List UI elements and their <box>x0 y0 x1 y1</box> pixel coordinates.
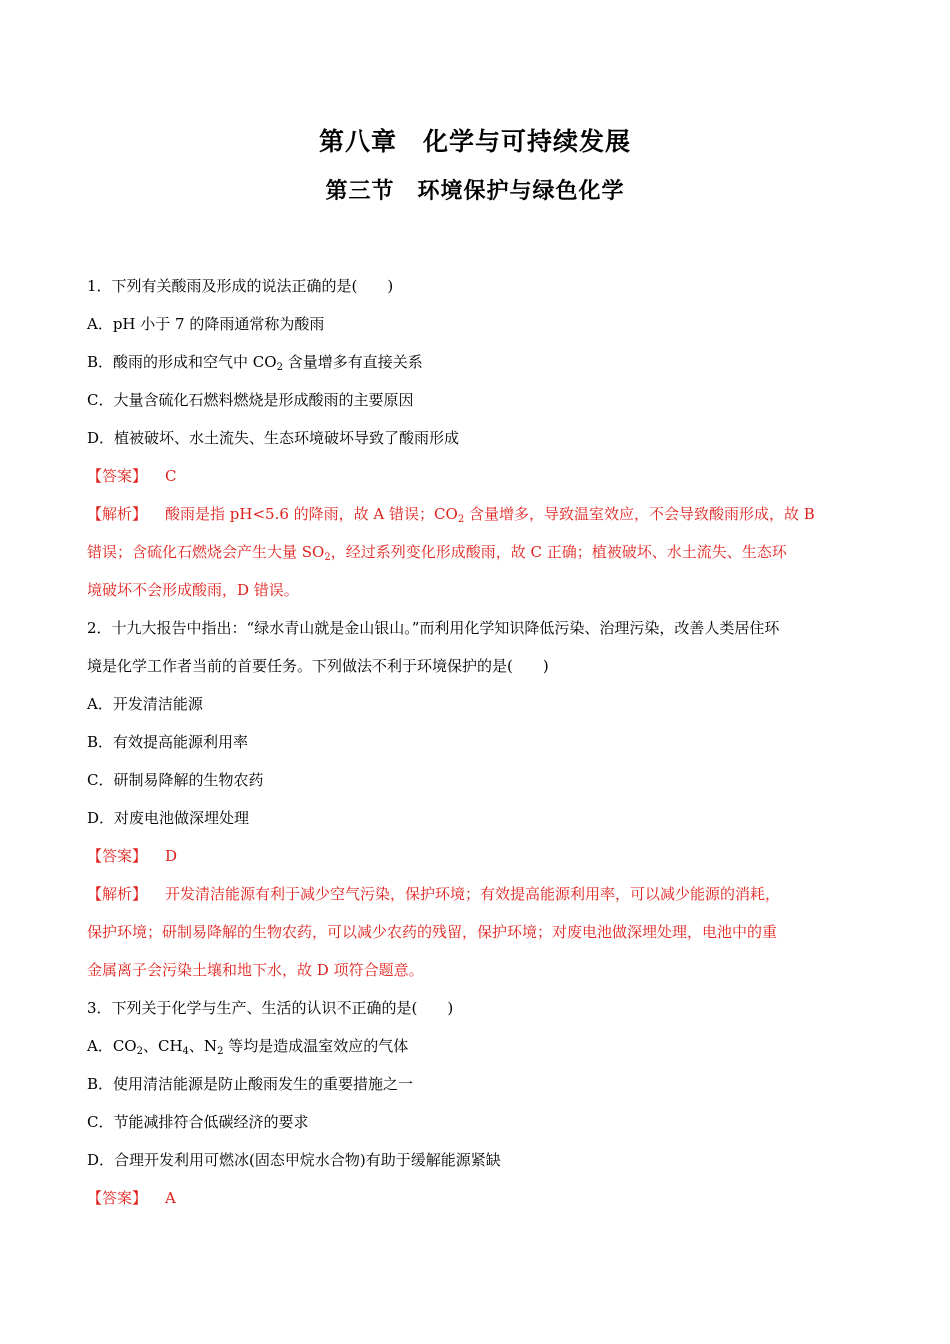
q2-analysis-line-1 <box>87 884 780 904</box>
q2-option-d: D．对废电池做深埋处理 <box>87 809 250 827</box>
text: 错误；含硫化石燃烧会产生大量 SO <box>87 543 325 561</box>
q1-analysis-line-2 <box>87 542 787 562</box>
chapter-title: 第八章 化学与可持续发展 <box>318 127 631 156</box>
q1-analysis-line-1 <box>87 504 815 524</box>
answer-label: 【答案】 <box>87 847 148 865</box>
q2-analysis-line-3: 金属离子会污染土壤和地下水，故 D 项符合题意。 <box>87 961 424 979</box>
text: 、CH <box>142 1037 183 1055</box>
q3-option-c: C．节能减排符合低碳经济的要求 <box>87 1113 309 1131</box>
text: 等均是造成温室效应的气体 <box>223 1037 409 1055</box>
q2-analysis-line-2: 保护环境；研制易降解的生物农药，可以减少农药的残留，保护环境；对废电池做深埋处理，电池中的重 <box>87 923 778 941</box>
q1-analysis-line-3: 境破坏不会形成酸雨，D 错误。 <box>87 581 299 599</box>
q3-option-d: D．合理开发利用可燃冰(固态甲烷水合物)有助于缓解能源紧缺 <box>87 1151 501 1169</box>
text: 酸雨是指 pH<5.6 的降雨，故 A 错误；CO <box>165 505 458 523</box>
subscript: 4 <box>182 1046 189 1057</box>
q3-answer <box>87 1188 176 1208</box>
q1-option-d: D．植被破坏、水土流失、生态环境破坏导致了酸雨形成 <box>87 429 460 447</box>
q2-stem-line-2: 境是化学工作者当前的首要任务。下列做法不利于环境保护的是( ) <box>87 657 549 675</box>
subscript: 2 <box>276 362 283 373</box>
q1-stem: 1．下列有关酸雨及形成的说法正确的是( ) <box>87 277 394 295</box>
answer-value: A <box>165 1189 176 1207</box>
q1-answer <box>87 466 177 486</box>
subscript: 2 <box>324 552 331 563</box>
answer-value: C <box>165 467 177 485</box>
text: ，经过系列变化形成酸雨，故 C 正确；植被破坏、水土流失、生态环 <box>330 543 787 561</box>
subscript: 2 <box>457 514 465 525</box>
analysis-label: 【解析】 <box>87 885 148 903</box>
q2-option-b: B．有效提高能源利用率 <box>87 733 249 751</box>
q3-option-a <box>87 1036 408 1056</box>
q2-stem-line-1: 2．十九大报告中指出：“绿水青山就是金山银山。”而利用化学知识降低污染、治理污染，改善人类居住环 <box>87 619 780 637</box>
q2-option-a: A．开发清洁能源 <box>87 695 203 713</box>
subscript: 2 <box>217 1046 224 1057</box>
q2-answer <box>87 846 177 866</box>
q2-option-c: C．研制易降解的生物农药 <box>87 771 264 789</box>
text: 含量增多，导致温室效应，不会导致酸雨形成，故 B <box>464 505 815 523</box>
text: 开发清洁能源有利于减少空气污染，保护环境；有效提高能源利用率，可以减少能源的消耗， <box>165 885 781 903</box>
text: A．CO <box>87 1037 137 1055</box>
q1-option-c: C．大量含硫化石燃料燃烧是形成酸雨的主要原因 <box>87 391 414 409</box>
answer-label: 【答案】 <box>87 467 148 485</box>
answer-label: 【答案】 <box>87 1189 148 1207</box>
text: 含量增多有直接关系 <box>282 353 423 371</box>
text: 、N <box>188 1037 218 1055</box>
text: B．酸雨的形成和空气中 CO <box>87 353 277 371</box>
q3-stem: 3．下列关于化学与生产、生活的认识不正确的是( ) <box>87 999 454 1017</box>
q3-option-b: B．使用清洁能源是防止酸雨发生的重要措施之一 <box>87 1075 414 1093</box>
subscript: 2 <box>136 1046 143 1057</box>
section-title: 第三节 环境保护与绿色化学 <box>325 179 625 204</box>
analysis-label: 【解析】 <box>87 505 148 523</box>
q1-option-a: A．pH 小于 7 的降雨通常称为酸雨 <box>87 315 325 333</box>
q1-option-b <box>87 352 423 372</box>
answer-value: D <box>165 847 178 865</box>
